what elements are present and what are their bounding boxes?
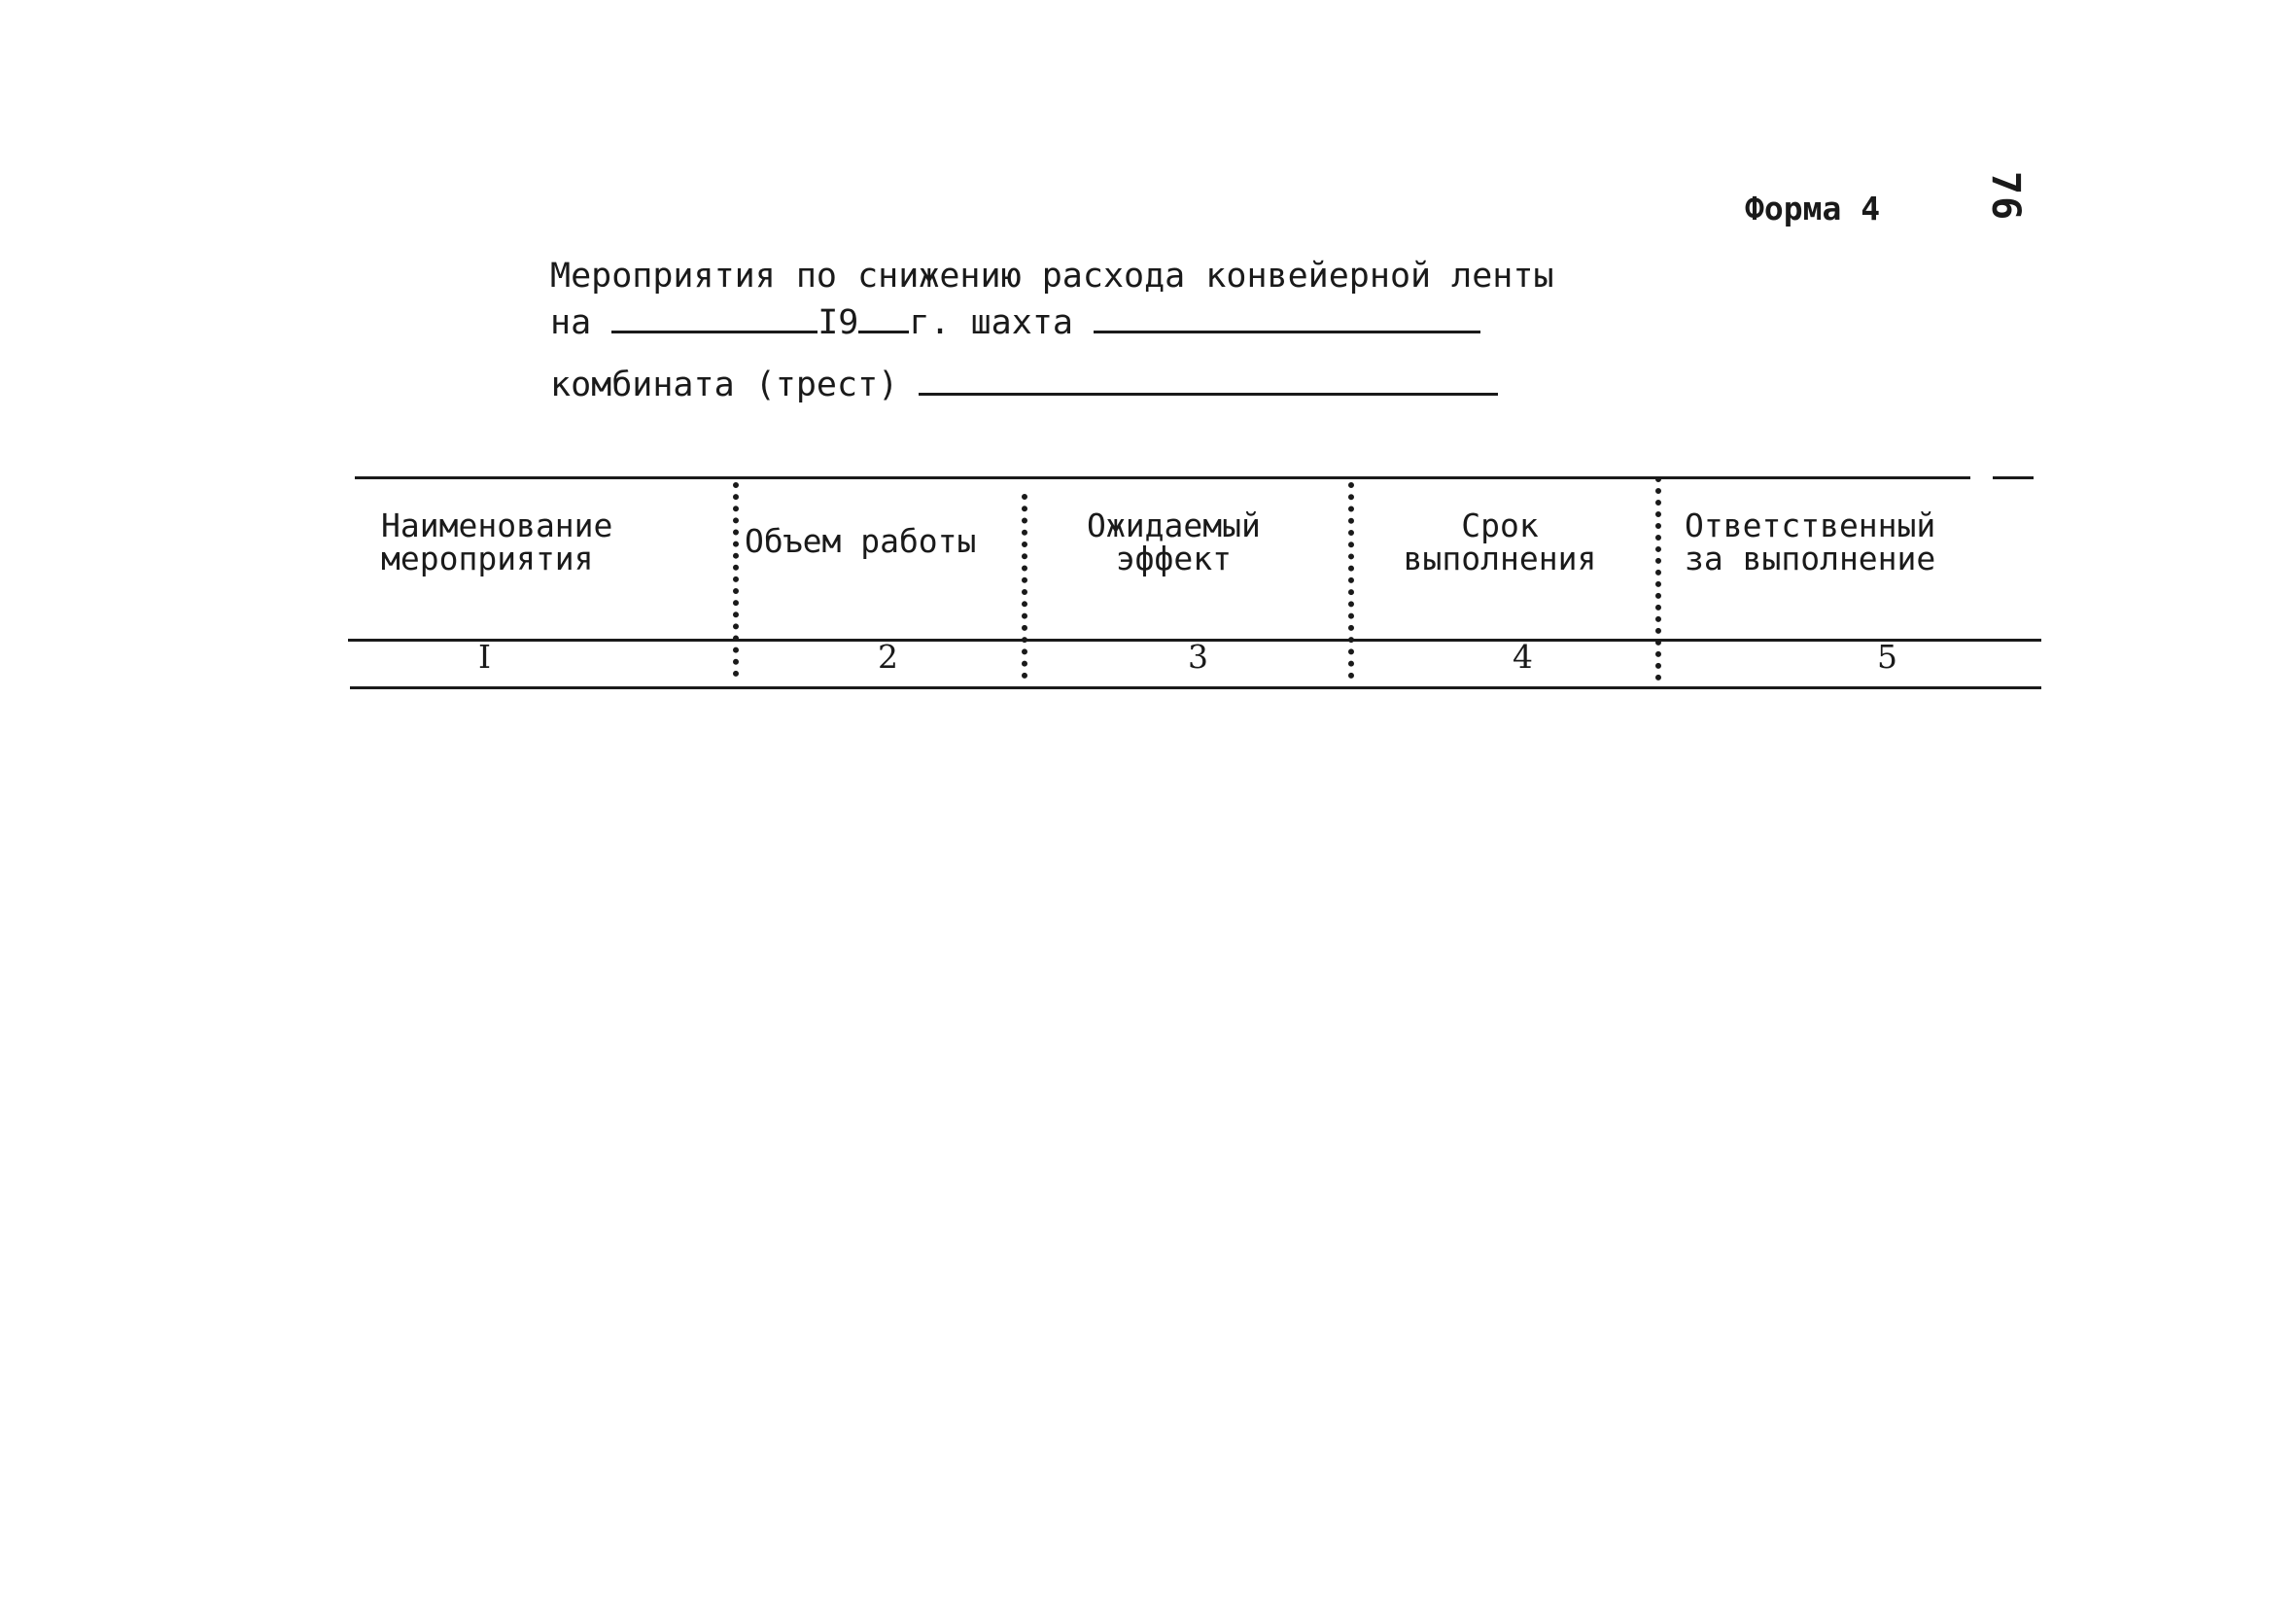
header-cell-effect: Ожидаемый эффект xyxy=(1087,507,1261,577)
column-number: I xyxy=(478,638,492,676)
table-top-rule xyxy=(355,476,1970,479)
table-top-rule-end xyxy=(1993,476,2034,479)
table-bottom-rule xyxy=(350,686,2041,689)
header-cell-volume: Объем работы xyxy=(745,522,977,560)
column-number: 5 xyxy=(1877,638,1897,676)
column-number: 4 xyxy=(1513,638,1533,676)
column-separator xyxy=(1655,476,1665,681)
page-number: 76 xyxy=(1983,171,2028,223)
title-prefix-na: на xyxy=(550,303,592,342)
header-cell-name: Наименование мероприятия xyxy=(381,507,613,577)
title-suffix-shakhta: г. шахта xyxy=(909,303,1073,342)
column-separator xyxy=(1348,482,1358,679)
year-prefix: I9 xyxy=(818,303,859,342)
header-cell-deadline: Срок выполнения xyxy=(1403,507,1597,577)
combine-trust-label: комбината (трест) xyxy=(550,366,899,404)
column-separator xyxy=(733,482,743,677)
header-cell-responsible: Ответственный за выполнение xyxy=(1685,507,1936,577)
column-number: 3 xyxy=(1188,638,1208,676)
column-number: 2 xyxy=(878,638,898,676)
title-line-1: Мероприятия по снижению расхода конвейерной ленты xyxy=(550,257,1554,296)
form-label: Форма 4 xyxy=(1745,190,1881,227)
column-separator xyxy=(1022,494,1031,679)
